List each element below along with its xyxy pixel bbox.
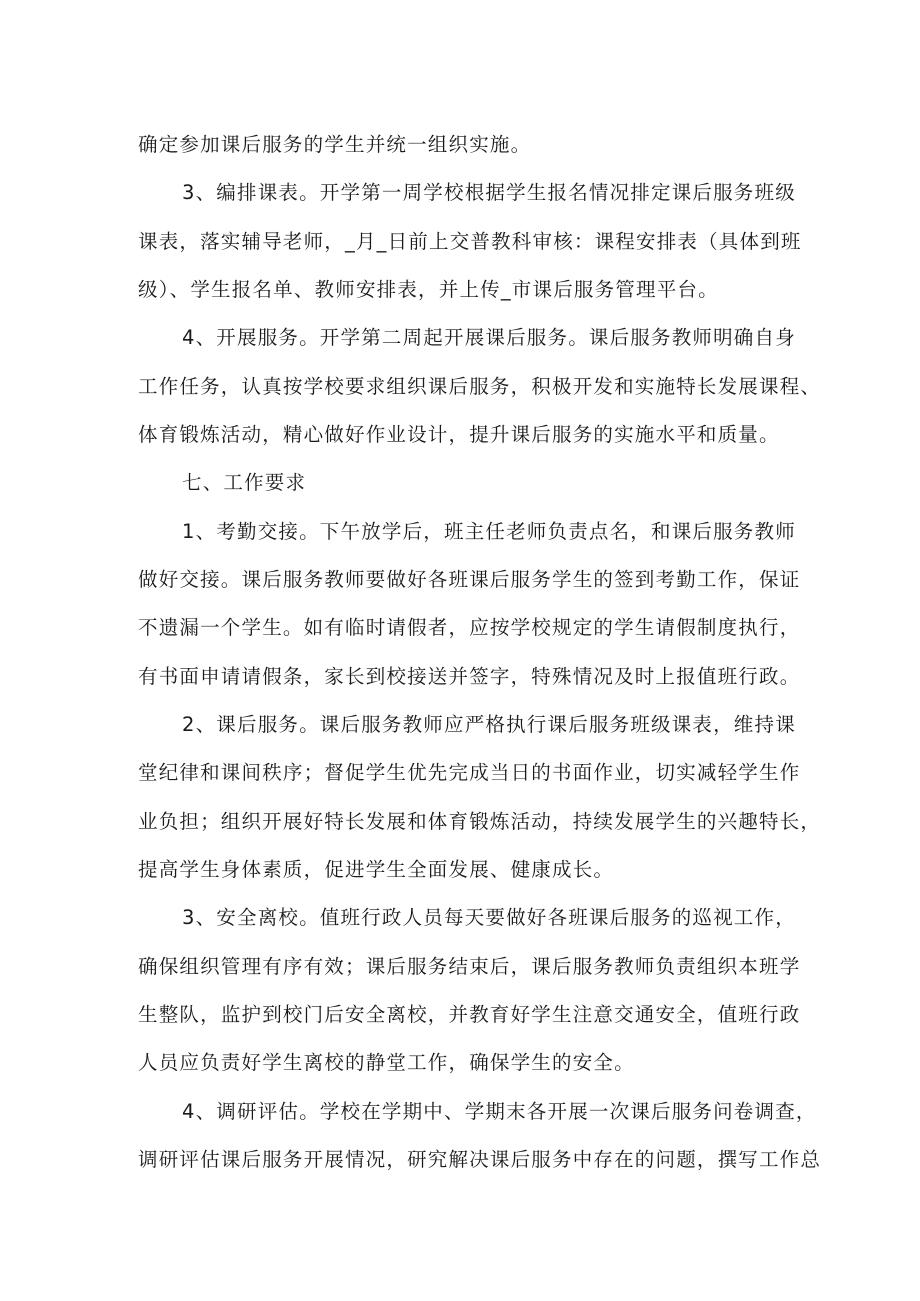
text-line: 提高学生身体素质，促进学生全面发展、健康成长。 <box>138 858 615 881</box>
text-line: 生整队，监护到校门后安全离校，并教育好学生注意交通安全，值班行政 <box>138 1003 801 1026</box>
item-3-line: 3、安全离校。值班行政人员每天要做好各班课后服务的巡视工作， <box>182 906 796 929</box>
text-line: 业负担；组织开展好特长发展和体育锻炼活动，持续发展学生的兴趣特长， <box>138 810 822 833</box>
text-line: 课表，落实辅导老师，_月_日前上交普教科审核：课程安排表（具体到班 <box>138 230 802 253</box>
text-line: 调研评估课后服务开展情况，研究解决课后服务中存在的问题，撰写工作总 <box>138 1148 822 1171</box>
item-4-line: 4、调研评估。学校在学期中、学期末各开展一次课后服务问卷调查， <box>182 1100 817 1123</box>
item-1-line: 1、考勤交接。下午放学后，班主任老师负责点名，和课后服务教师 <box>182 520 796 543</box>
text-line: 工作任务，认真按学校要求组织课后服务，积极开发和实施特长发展课程、 <box>138 375 822 398</box>
text-line: 确保组织管理有序有效；课后服务结束后，课后服务教师负责组织本班学 <box>138 955 801 978</box>
text-line: 体育锻炼活动，精心做好作业设计，提升课后服务的实施水平和质量。 <box>138 423 780 446</box>
item-2-line: 2、课后服务。课后服务教师应严格执行课后服务班级课表，维持课 <box>182 713 796 736</box>
text-line: 确定参加课后服务的学生并统一组织实施。 <box>138 133 532 156</box>
text-line: 不遗漏一个学生。如有临时请假者，应按学校规定的学生请假制度执行， <box>138 616 801 639</box>
text-line: 级）、学生报名单、教师安排表，并上传_市课后服务管理平台。 <box>138 278 719 301</box>
text-line: 有书面申请请假条，家长到校接送并签字，特殊情况及时上报值班行政。 <box>138 665 801 688</box>
text-line: 堂纪律和课间秩序；督促学生优先完成当日的书面作业，切实减轻学生作 <box>138 761 801 784</box>
item-4-line: 4、开展服务。开学第二周起开展课后服务。课后服务教师明确自身 <box>182 326 796 349</box>
text-line: 做好交接。课后服务教师要做好各班课后服务学生的签到考勤工作，保证 <box>138 568 801 591</box>
section-heading: 七、工作要求 <box>182 471 307 494</box>
item-3-line: 3、编排课表。开学第一周学校根据学生报名情况排定课后服务班级 <box>182 181 796 204</box>
text-line: 人员应负责好学生离校的静堂工作，确保学生的安全。 <box>138 1051 635 1074</box>
